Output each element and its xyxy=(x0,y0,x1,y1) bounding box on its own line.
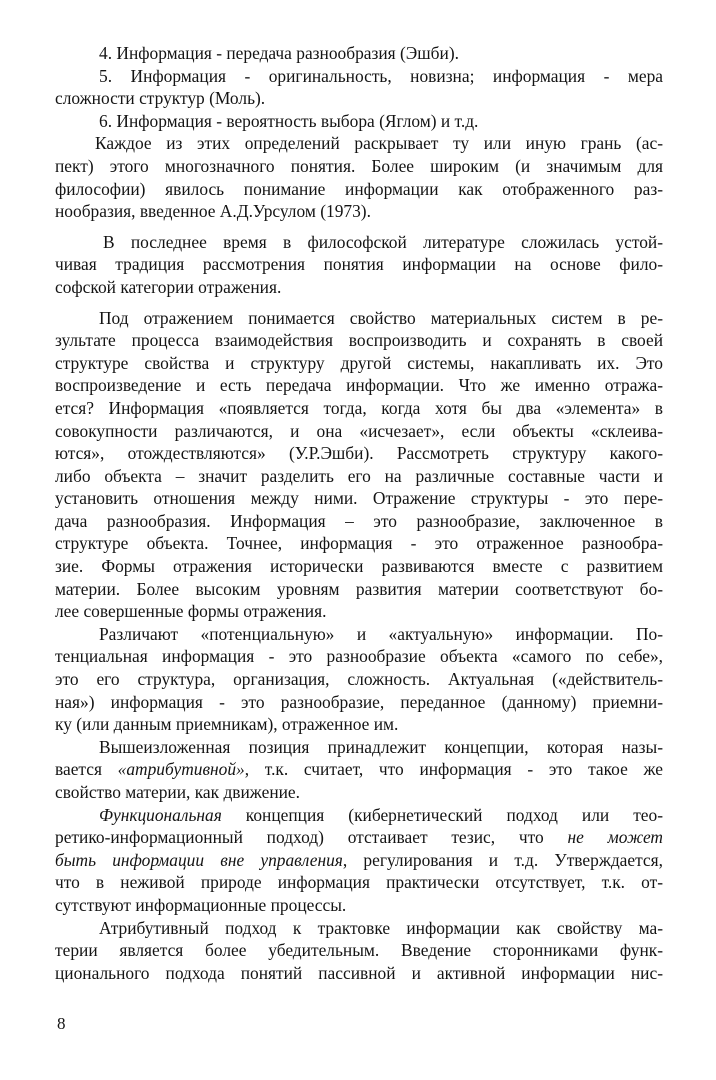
text-line xyxy=(55,871,663,894)
paragraph xyxy=(55,736,663,804)
text-line: лее совершенные формы отражения. xyxy=(55,601,327,622)
text-line: установить отношения между ними. Отражение структуры - это пере- xyxy=(55,488,663,509)
text-line: ная») информация - это разнообразие, переданное (данному) приемни- xyxy=(55,691,663,712)
text-run: свойство материи, как движение. xyxy=(55,782,300,802)
text-line xyxy=(55,736,663,759)
text-line: 5. Информация - оригинальность, новизна; информация - мера xyxy=(99,65,663,86)
text-line: зие. Формы отражения исторически развиваются вместе с развитием xyxy=(55,556,663,577)
text-line: ется? Информация «появляется тогда, когда хотя бы два «элемента» в xyxy=(55,397,663,418)
paragraph xyxy=(55,917,663,985)
text-line: ку (или данным приемникам), отраженное им. xyxy=(55,714,399,735)
text-line xyxy=(55,781,663,804)
text-line: нообразия, введенное А.Д.Урсулом (1973). xyxy=(55,201,371,222)
text-run: концепция (кибернетический подход или тео- xyxy=(221,804,663,825)
emphasis-text: Функциональная xyxy=(99,804,222,825)
paragraph xyxy=(55,804,663,917)
text-line: структуре объекта. Точнее, информация - это отраженное разнообра- xyxy=(55,533,663,554)
text-run: , т.к. считает, что информация - это такое же xyxy=(244,759,663,780)
text-line: ционального подхода понятий пассивной и активной информации нис- xyxy=(55,962,663,983)
text-line: воспроизведение и есть передача информации. Что же именно отража- xyxy=(55,375,663,396)
list-item-4 xyxy=(55,42,663,65)
emphasis-text: не может xyxy=(567,827,663,848)
text-line: В последнее время в философской литературе сложилась устой- xyxy=(103,231,663,252)
paragraph xyxy=(55,623,663,736)
text-line: чивая традиция рассмотрения понятия информации на основе фило- xyxy=(55,254,663,275)
text-line: Каждое из этих определений раскрывает ту или иную грань (ас- xyxy=(95,133,663,154)
text-line: дача разнообразия. Информация – это разнообразие, заключенное в xyxy=(55,510,663,531)
page-number: 8 xyxy=(57,1014,66,1033)
body-text xyxy=(55,42,663,984)
text-run: сутствуют информационные процессы. xyxy=(55,894,347,915)
text-line: зультате процесса взаимодействия воспроизводить и сохранять в своей xyxy=(55,330,663,351)
text-line: Атрибутивный подход к трактовке информации как свойству ма- xyxy=(99,917,663,938)
text-line: материи. Более высоким уровням развития материи соответствуют бо- xyxy=(55,578,663,599)
text-line xyxy=(55,849,663,872)
list-item-5 xyxy=(55,65,663,110)
text-line xyxy=(55,804,663,827)
text-line: тенциальная информация - это разнообразие объекта «самого по себе», xyxy=(55,646,663,667)
text-line: сложности структур (Моль). xyxy=(55,88,266,109)
text-line: терии является более убедительным. Введение сторонниками функ- xyxy=(55,940,663,961)
text-line: 6. Информация - вероятность выбора (Яглом) и т.д. xyxy=(99,110,479,131)
text-line: это его структура, организация, сложность. Актуальная («действитель- xyxy=(55,669,663,690)
text-run: Вышеизложенная позиция принадлежит концепции, которая назы- xyxy=(99,736,663,757)
text-line xyxy=(55,826,663,849)
text-line xyxy=(55,894,663,917)
text-line: совокупности различаются, и она «исчезает», если объекты «склеива- xyxy=(55,420,663,441)
text-line: либо объекта – значит разделить его на различные составные части и xyxy=(55,465,663,486)
text-run: вается xyxy=(55,759,118,780)
emphasis-text: быть информации вне управления xyxy=(55,849,343,870)
paragraph xyxy=(55,132,663,222)
paragraph xyxy=(55,307,663,623)
text-line: софской категории отражения. xyxy=(55,276,282,297)
text-line: философии) явилось понимание информации как отображенного раз- xyxy=(55,178,663,199)
paragraph xyxy=(55,231,663,299)
text-line: пект) этого многозначного понятия. Более широким (и значимым для xyxy=(55,155,663,176)
text-line: структуре свойства и структуру другой системы, накапливать их. Это xyxy=(55,352,663,373)
emphasis-text: «атрибутивной» xyxy=(117,759,245,780)
text-run: ретико-информационный подход) отстаивает тезис, что xyxy=(55,827,568,848)
text-run: , регулирования и т.д. Утверждается, xyxy=(342,849,663,870)
list-item-6 xyxy=(55,110,663,133)
text-line: ются», отождествляются» (У.Р.Эшби). Рассмотреть структуру какого- xyxy=(55,443,663,464)
text-line: 4. Информация - передача разнообразия (Эшби). xyxy=(99,43,459,63)
text-line: Различают «потенциальную» и «актуальную» информации. По- xyxy=(99,623,663,644)
text-line: Под отражением понимается свойство материальных систем в ре- xyxy=(99,307,663,328)
text-line xyxy=(55,758,663,781)
text-run: что в неживой природе информация практически отсутствует, т.к. от- xyxy=(55,872,663,893)
